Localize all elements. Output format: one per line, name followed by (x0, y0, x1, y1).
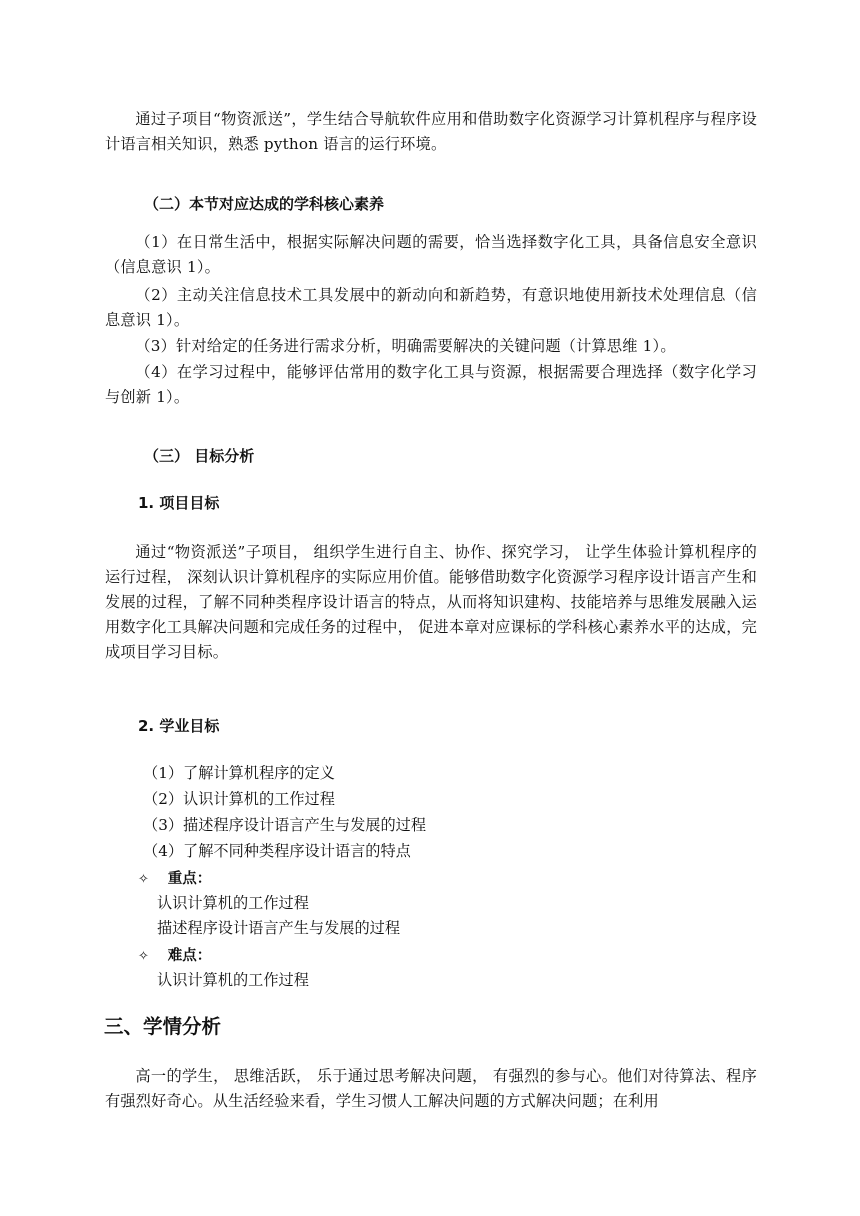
study-item-2: （2）认识计算机的工作过程 (143, 790, 335, 808)
difficult-points-row (138, 944, 211, 968)
core-literacy-heading: （二）本节对应达成的学科核心素养 (144, 195, 385, 213)
project-goal-paragraph: 通过“物资派送”子项目， 组织学生进行自主、协作、探究学习， 让学生体验计算机程序的运行过程， 深刻认识计算机程序的实际应用价值。能够借助数字化资源学习程序设计语言产生和发展的过程，了解不同种类程序设计语言的特点，从而将知识建构、技能培养与思维发展融入运用数字化工具解决问题和完成任务的过程中， 促进本章对应课标的学科核心素养水平的达成，完成项目学习目标。 (105, 543, 757, 661)
key-points-label: 重点： (167, 871, 212, 887)
diamond-bullet-icon: ✧ (138, 872, 149, 887)
key-point-1: 认识计算机的工作过程 (157, 894, 309, 912)
diamond-bullet-icon: ✧ (138, 949, 149, 964)
study-goal-heading: 2. 学业目标 (138, 717, 220, 735)
key-point-2: 描述程序设计语言产生与发展的过程 (157, 919, 400, 937)
core-item-3: （3）针对给定的任务进行需求分析，明确需要解决的关键问题（计算思维 1）。 (135, 337, 676, 355)
core-item-2: （2）主动关注信息技术工具发展中的新动向和新趋势，有意识地使用新技术处理信息（信息意识 1）。 (105, 286, 757, 329)
difficult-point-1: 认识计算机的工作过程 (157, 971, 309, 989)
project-goal-heading: 1. 项目目标 (138, 494, 220, 512)
core-item-4: （4）在学习过程中，能够评估常用的数字化工具与资源，根据需要合理选择（数字化学习与创新 1）。 (105, 363, 757, 406)
study-item-1: （1）了解计算机程序的定义 (143, 764, 335, 782)
difficult-points-label: 难点： (167, 948, 212, 964)
learner-analysis-heading: 三、学情分析 (104, 1015, 222, 1038)
study-item-3: （3）描述程序设计语言产生与发展的过程 (143, 816, 427, 834)
intro-paragraph: 通过子项目“物资派送”，学生结合导航软件应用和借助数字化资源学习计算机程序与程序设计语言相关知识，熟悉 python 语言的运行环境。 (105, 110, 757, 153)
key-points-row (138, 867, 211, 891)
learner-analysis-paragraph: 高一的学生， 思维活跃， 乐于通过思考解决问题， 有强烈的参与心。他们对待算法、程序有强烈好奇心。从生活经验来看，学生习惯人工解决问题的方式解决问题；在利用 (105, 1067, 757, 1110)
core-item-1: （1）在日常生活中，根据实际解决问题的需要，恰当选择数字化工具，具备信息安全意识（信息意识 1）。 (105, 233, 757, 276)
study-item-4: （4）了解不同种类程序设计语言的特点 (143, 842, 411, 860)
goal-analysis-heading: （三） 目标分析 (144, 447, 255, 465)
